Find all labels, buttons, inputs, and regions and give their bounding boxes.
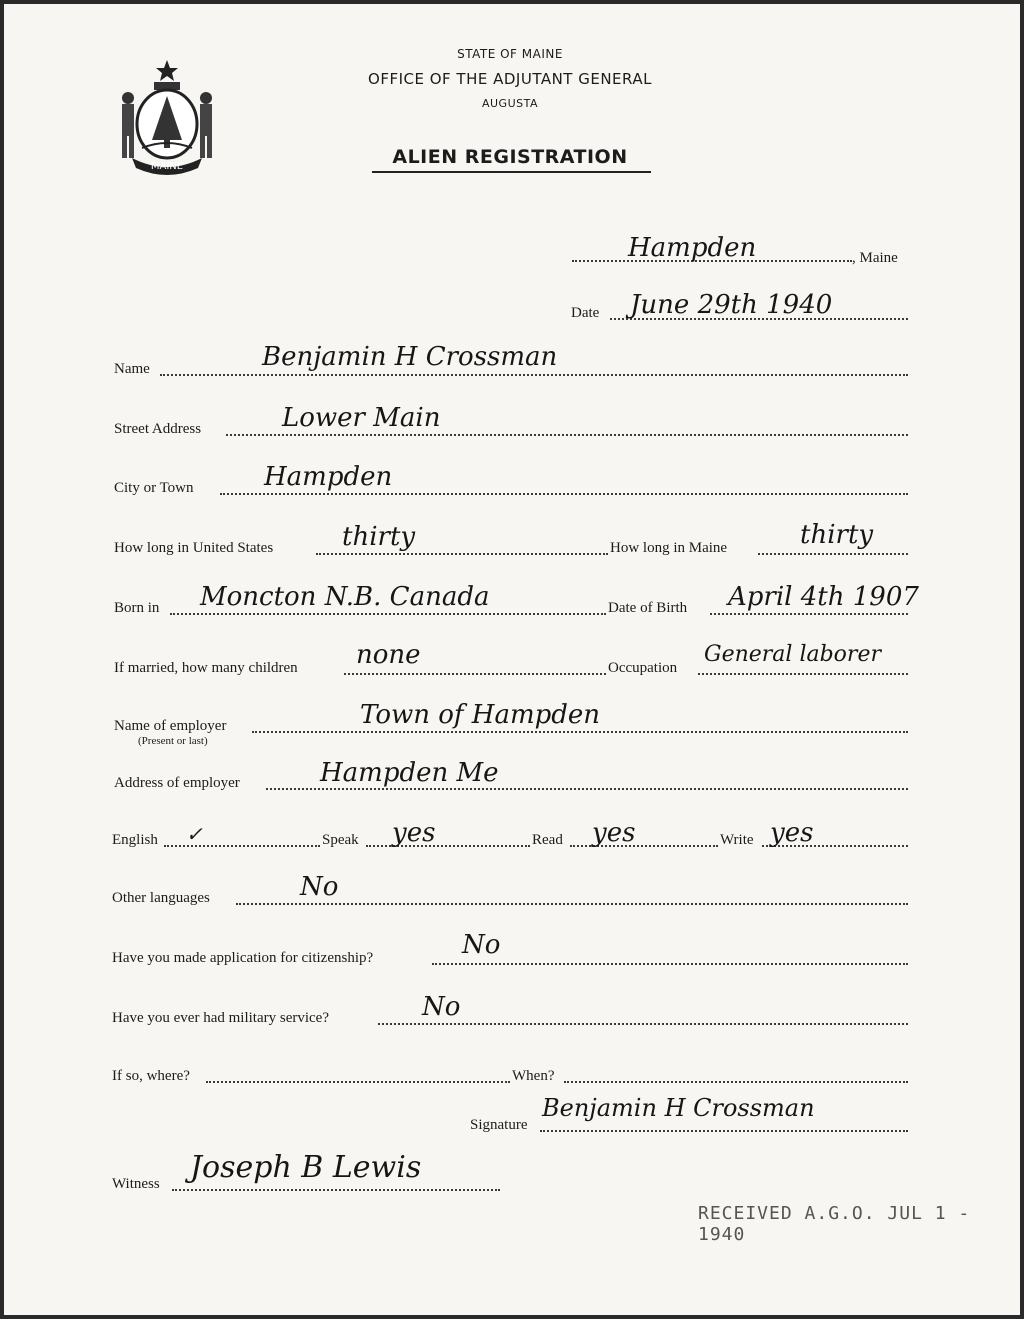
- military-value: No: [422, 992, 461, 1022]
- employer-address-label: Address of employer: [114, 775, 240, 791]
- witness-line: [172, 1189, 500, 1191]
- military-label: Have you ever had military service?: [112, 1010, 329, 1026]
- date-value: June 29th 1940: [630, 290, 833, 320]
- speak-label: Speak: [322, 832, 359, 848]
- title-underline: [372, 171, 651, 173]
- military-line: [378, 1023, 908, 1025]
- witness-label: Witness: [112, 1176, 160, 1192]
- citizenship-label: Have you made application for citizenship?: [112, 950, 374, 966]
- where-line: [206, 1081, 510, 1083]
- born-value: Moncton N.B. Canada: [200, 582, 490, 612]
- employer-address-value: Hampden Me: [320, 758, 499, 788]
- children-line: [344, 673, 606, 675]
- employer-label: Name of employer: [114, 718, 227, 734]
- us-years-line: [316, 553, 608, 555]
- employer-value: Town of Hampden: [360, 700, 601, 730]
- signature-line: [540, 1130, 908, 1132]
- employer-sublabel: (Present or last): [138, 735, 208, 747]
- name-value: Benjamin H Crossman: [262, 342, 558, 372]
- read-value: yes: [592, 818, 636, 848]
- when-line: [564, 1081, 908, 1083]
- maine-state-seal-icon: [112, 58, 222, 176]
- name-label: Name: [114, 361, 150, 377]
- write-label: Write: [720, 832, 754, 848]
- maine-years-value: thirty: [800, 520, 874, 550]
- page-title: ALIEN REGISTRATION: [392, 146, 628, 168]
- street-line: [226, 434, 908, 436]
- header-state: STATE OF MAINE: [457, 47, 563, 61]
- speak-value: yes: [392, 818, 436, 848]
- english-label: English: [112, 832, 158, 848]
- us-years-label: How long in United States: [114, 540, 274, 556]
- city-line: [220, 493, 908, 495]
- signature-label: Signature: [470, 1117, 528, 1133]
- occupation-label: Occupation: [608, 660, 678, 676]
- us-years-value: thirty: [342, 522, 416, 552]
- other-languages-value: No: [300, 872, 339, 902]
- place-suffix: , Maine: [852, 250, 898, 266]
- occupation-value: General laborer: [704, 642, 881, 667]
- street-label: Street Address: [114, 421, 202, 437]
- received-stamp: RECEIVED A.G.O. JUL 1 - 1940: [698, 1203, 971, 1245]
- other-languages-line: [236, 903, 908, 905]
- place-value: Hampden: [628, 233, 757, 263]
- dob-line: [710, 613, 908, 615]
- other-languages-label: Other languages: [112, 890, 210, 906]
- employer-address-line: [266, 788, 908, 790]
- speak-line: [366, 845, 530, 847]
- where-label: If so, where?: [112, 1068, 190, 1084]
- citizenship-line: [432, 963, 908, 965]
- seal-text: MAINE: [150, 161, 184, 172]
- date-label: Date: [571, 305, 600, 321]
- dob-value: April 4th 1907: [728, 582, 919, 612]
- maine-years-label: How long in Maine: [610, 540, 728, 556]
- city-value: Hampden: [264, 462, 393, 492]
- header-office: OFFICE OF THE ADJUTANT GENERAL: [368, 70, 652, 88]
- citizenship-value: No: [462, 930, 501, 960]
- dob-label: Date of Birth: [608, 600, 688, 616]
- when-label: When?: [512, 1068, 555, 1084]
- write-value: yes: [770, 818, 814, 848]
- english-check-icon: ✓: [186, 822, 203, 846]
- occupation-line: [698, 673, 908, 675]
- employer-line: [252, 731, 908, 733]
- name-line: [160, 374, 908, 376]
- signature-value: Benjamin H Crossman: [542, 1094, 815, 1122]
- witness-value: Joseph B Lewis: [190, 1150, 422, 1185]
- children-label: If married, how many children: [114, 660, 298, 676]
- city-label: City or Town: [114, 480, 194, 496]
- children-value: none: [356, 640, 421, 670]
- born-line: [170, 613, 606, 615]
- street-value: Lower Main: [282, 403, 441, 433]
- maine-years-line: [758, 553, 908, 555]
- born-label: Born in: [114, 600, 160, 616]
- header-city: AUGUSTA: [481, 97, 539, 110]
- read-label: Read: [532, 832, 563, 848]
